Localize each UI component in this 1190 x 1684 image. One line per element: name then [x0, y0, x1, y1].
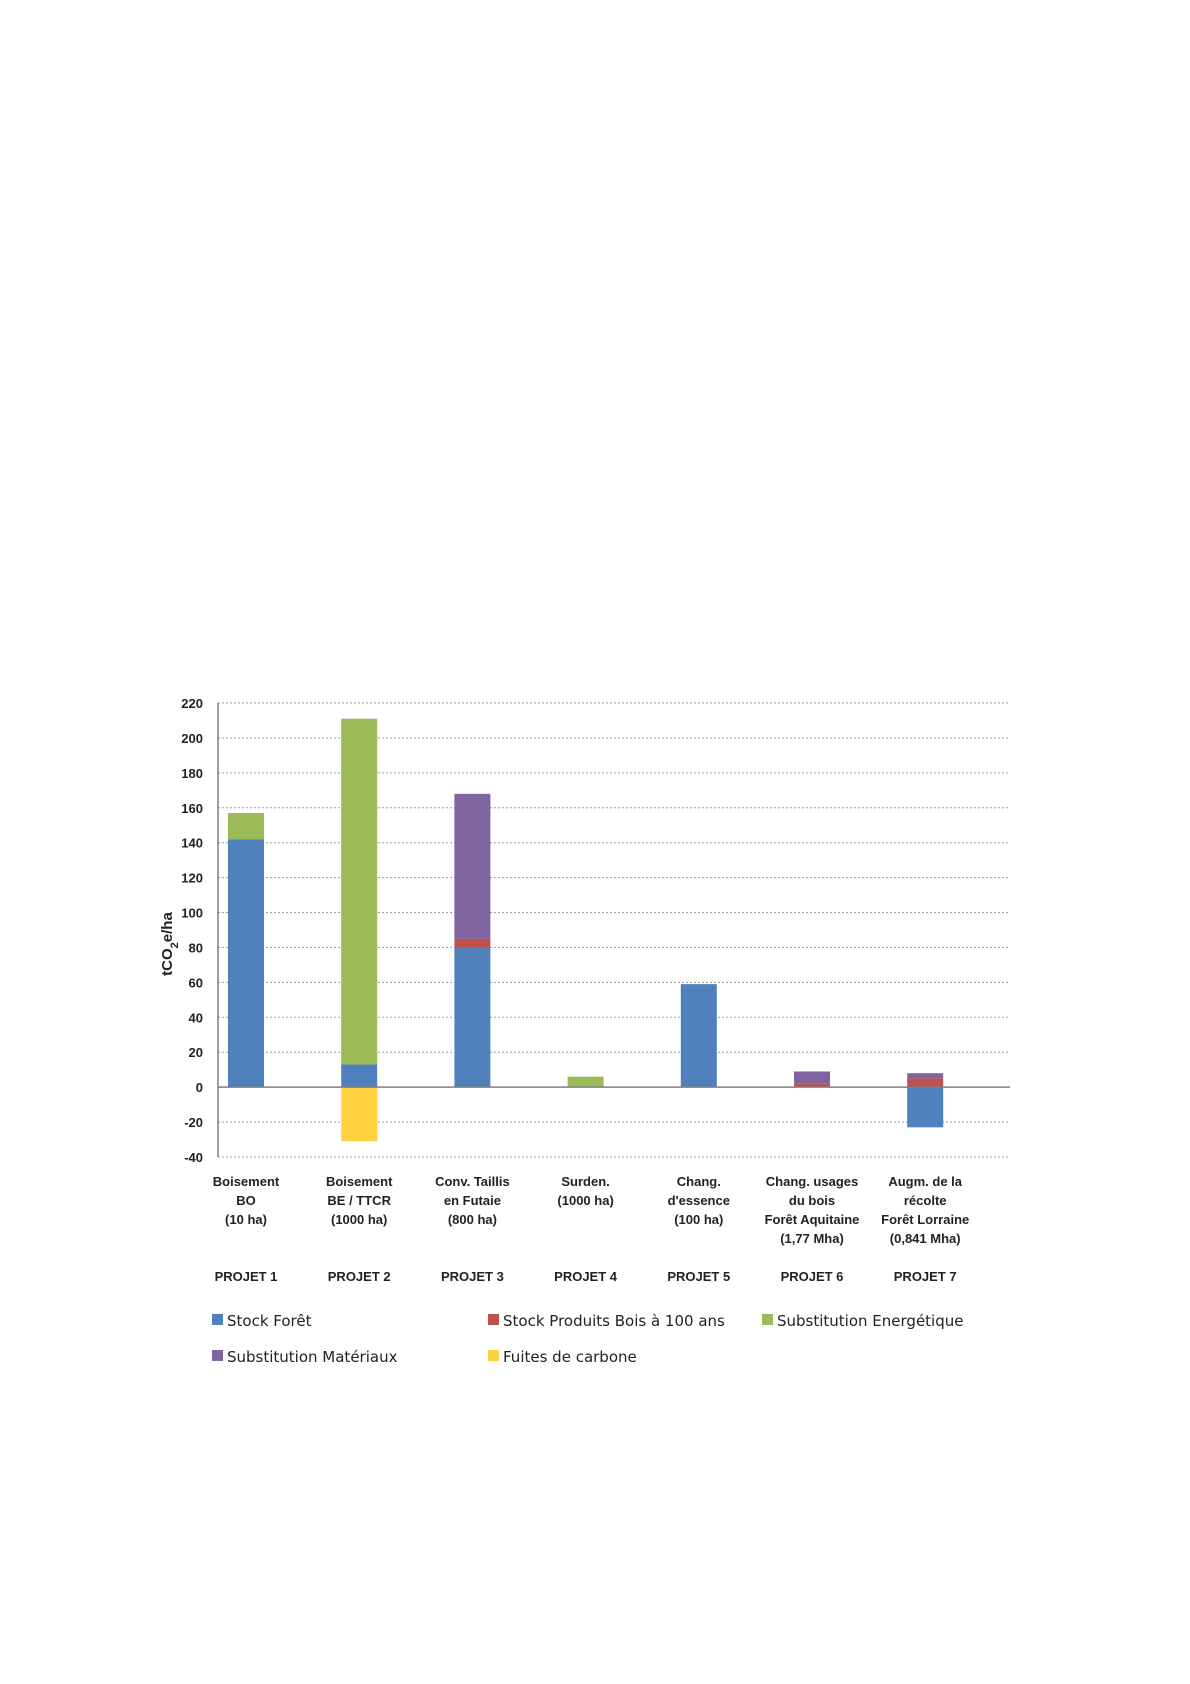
legend-label: Substitution Matériaux — [227, 1348, 398, 1366]
legend — [212, 1312, 963, 1366]
bar-segment — [454, 794, 490, 939]
y-tick-label: 220 — [181, 696, 203, 711]
axes — [218, 703, 1010, 1157]
x-category-label: Boisement BE / TTCR (1000 ha) — [325, 1174, 393, 1227]
x-category-label: Boisement BO (10 ha) — [212, 1174, 280, 1227]
x-category-label: Chang. d'essence (100 ha) — [667, 1174, 730, 1227]
project-label: PROJET 5 — [667, 1269, 731, 1284]
y-tick-label: -40 — [184, 1150, 203, 1165]
legend-swatch — [212, 1314, 223, 1325]
y-tick-label: 40 — [188, 1010, 203, 1026]
category-labels — [213, 1174, 969, 1284]
project-label: PROJET 2 — [327, 1269, 391, 1284]
bar-segment — [907, 1078, 943, 1087]
x-category-label: Augm. de la récolte Forêt Lorraine (0,841 Mha) — [881, 1174, 970, 1246]
y-tick-label: 100 — [181, 905, 203, 921]
bar-segment — [228, 813, 264, 839]
bar-segment — [228, 839, 264, 1087]
x-category-label: Surden. (1000 ha) — [557, 1174, 614, 1208]
legend-swatch — [488, 1350, 499, 1361]
y-tick-label: 140 — [181, 835, 203, 851]
y-tick-label: 80 — [188, 940, 203, 956]
bar-segment — [794, 1071, 830, 1083]
y-tick-label: 0 — [195, 1080, 203, 1096]
bar-segment — [681, 984, 717, 1087]
legend-swatch — [762, 1314, 773, 1325]
bar-segment — [341, 1087, 377, 1141]
bar-segment — [907, 1073, 943, 1078]
y-tick-label: 180 — [181, 765, 203, 781]
legend-label: Stock Produits Bois à 100 ans — [503, 1312, 725, 1330]
y-axis-tick-labels — [181, 696, 203, 1165]
x-category-label: Chang. usages du bois Forêt Aquitaine (1,77 Mha) — [764, 1174, 860, 1246]
legend-label: Fuites de carbone — [503, 1348, 637, 1366]
project-label: PROJET 3 — [440, 1269, 504, 1284]
bar-segment — [341, 1064, 377, 1087]
project-label: PROJET 1 — [214, 1269, 278, 1284]
bar-segment — [907, 1087, 943, 1127]
gridlines — [218, 703, 1010, 1157]
y-tick-label: 60 — [188, 975, 203, 991]
y-tick-label: 160 — [181, 800, 203, 816]
x-category-label: Conv. Taillis en Futaie (800 ha) — [435, 1174, 510, 1227]
y-tick-label: 120 — [181, 870, 203, 886]
bar-segment — [454, 939, 490, 948]
y-tick-label: -20 — [184, 1115, 203, 1131]
bar-segment — [568, 1077, 604, 1087]
project-label: PROJET 7 — [893, 1269, 957, 1284]
bar-segment — [454, 947, 490, 1087]
bar-segment — [341, 719, 377, 1065]
y-tick-label: 20 — [188, 1045, 203, 1061]
y-tick-label: 200 — [181, 730, 203, 746]
legend-swatch — [212, 1350, 223, 1361]
bars — [228, 719, 943, 1142]
legend-label: Stock Forêt — [227, 1312, 312, 1330]
legend-label: Substitution Energétique — [777, 1312, 964, 1330]
y-axis-label: tCO$_2$e/ha — [159, 912, 181, 976]
project-label: PROJET 4 — [554, 1269, 618, 1284]
legend-swatch — [488, 1314, 499, 1325]
project-label: PROJET 6 — [780, 1269, 844, 1284]
